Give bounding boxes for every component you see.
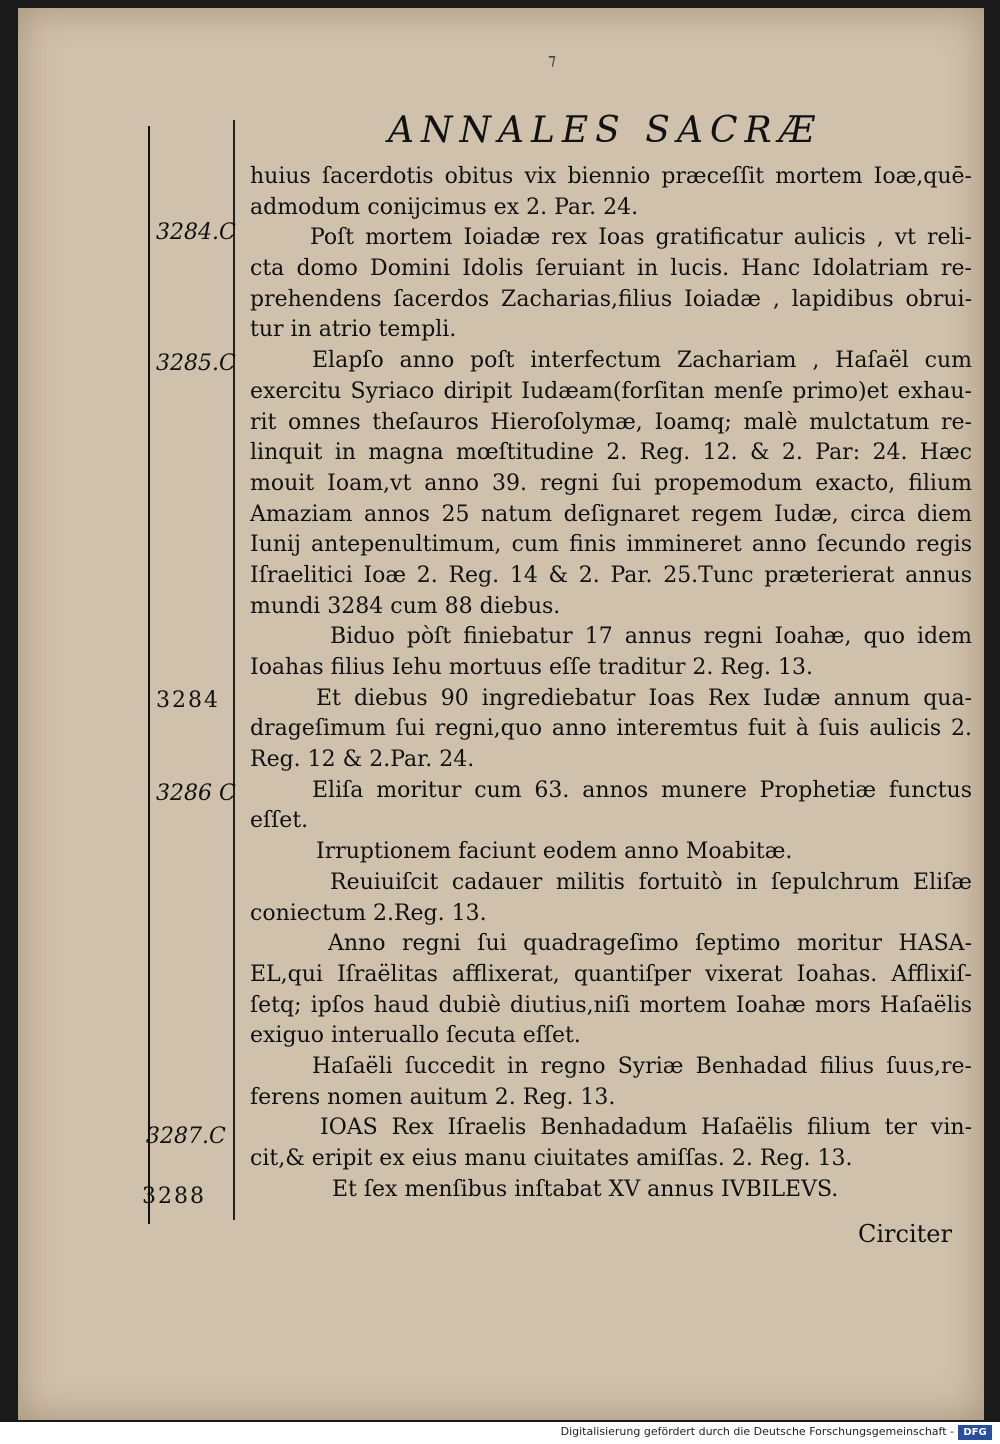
text-line: drageſimum ſui regni,quo anno interemtus fuit à ſuis aulicis 2. bbox=[250, 716, 972, 742]
text-line: IOAS Rex Iſraelis Benhadadum Haſaëlis filium ter vin- bbox=[320, 1115, 972, 1141]
margin-year-3284: 3284 bbox=[156, 688, 220, 713]
text-line: rit omnes theſauros Hieroſolymæ, Ioamq; malè mulctatum re- bbox=[250, 409, 972, 435]
text-line: Amaziam annos 25 natum deſignaret regem Iudæ, circa diem bbox=[250, 501, 972, 527]
text-line: Elapſo anno poſt interfectum Zachariam , Haſaël cum bbox=[312, 348, 972, 374]
text-line: tur in atrio templi. bbox=[250, 317, 457, 343]
margin-year-3287c: 3287.C bbox=[146, 1124, 226, 1149]
text-line: Poſt mortem Ioiadæ rex Ioas gratificatur aulicis , vt reli- bbox=[310, 225, 972, 251]
page-mark: ⁊ bbox=[548, 50, 556, 69]
text-line: cit,& eripit ex eius manu ciuitates amiſſas. 2. Reg. 13. bbox=[250, 1146, 853, 1171]
text-line: Irruptionem faciunt eodem anno Moabitæ. bbox=[316, 839, 793, 865]
text-line: Reuiuiſcit cadauer militis fortuitò in ſepulchrum Eliſæ bbox=[330, 869, 972, 895]
text-line: exercitu Syriaco diripit Iudæam(forſitan menſe primo)et exhau- bbox=[250, 378, 972, 404]
text-line: mouit Ioam,vt anno 39. regni ſui propemodum exacto, filium bbox=[250, 470, 972, 496]
margin-year-3286c: 3286 C bbox=[156, 781, 236, 806]
footer-bar bbox=[0, 1422, 1000, 1444]
dfg-logo-icon: DFG bbox=[958, 1425, 992, 1440]
text-line: eſſet. bbox=[250, 808, 309, 834]
text-line: Iſraelitici Ioæ 2. Reg. 14 & 2. Par. 25.Tunc præterierat annus bbox=[250, 562, 972, 588]
margin-year-3288: 3288 bbox=[142, 1184, 206, 1209]
text-line: EL,qui Iſraëlitas afflixerat, quantiſper vixerat Ioahas. Afflixiſ- bbox=[250, 961, 972, 987]
text-line: coniectum 2.Reg. 13. bbox=[250, 900, 487, 926]
book-page bbox=[18, 8, 984, 1420]
text-line: Haſaëli ſuccedit in regno Syriæ Benhadad filius ſuus,re- bbox=[312, 1053, 972, 1079]
margin-year-3285c: 3285.C bbox=[156, 351, 236, 376]
text-line: Eliſa moritur cum 63. annos munere Prophetiæ functus bbox=[312, 777, 972, 803]
text-line: huius ſacerdotis obitus vix biennio præceſſit mortem Ioæ,quē- bbox=[250, 164, 972, 189]
text-line: mundi 3284 cum 88 diebus. bbox=[250, 593, 561, 619]
text-line: Ioahas filius Iehu mortuus eſſe traditur 2. Reg. 13. bbox=[250, 655, 813, 680]
text-line: ferens nomen auitum 2. Reg. 13. bbox=[250, 1084, 616, 1110]
text-line: Reg. 12 & 2.Par. 24. bbox=[250, 747, 475, 773]
text-line: cta domo Domini Idolis ſeruiant in lucis. Hanc Idolatriam re- bbox=[250, 256, 972, 282]
text-line: Et diebus 90 ingrediebatur Ioas Rex Iudæ annum qua- bbox=[316, 685, 972, 711]
margin-rule-left bbox=[148, 126, 150, 1224]
text-line: Et ſex menſibus inſtabat XV annus IVBILEVS. bbox=[332, 1176, 839, 1202]
funding-note: Digitalisierung gefördert durch die Deutsche Forschungsgemeinschaft - bbox=[560, 1425, 954, 1438]
text-line: Iunij antepenultimum, cum finis immineret anno ſecundo regis bbox=[250, 532, 972, 558]
text-line: prehendens ſacerdos Zacharias,filius Ioiadæ , lapidibus obrui- bbox=[250, 286, 972, 312]
text-line: linquit in magna mœſtitudine 2. Reg. 12. & 2. Par: 24. Hæc bbox=[250, 440, 972, 466]
text-line: Biduo pòſt finiebatur 17 annus regni Ioahæ, quo idem bbox=[330, 624, 972, 650]
catchword: Circiter bbox=[858, 1220, 952, 1248]
margin-year-3284c: 3284.C bbox=[156, 220, 236, 245]
body-text bbox=[250, 162, 972, 1205]
text-line: admodum conijcimus ex 2. Par. 24. bbox=[250, 194, 639, 220]
text-line: ſetq; ipſos haud dubiè diutius,niſi mortem Ioahæ mors Haſaëlis bbox=[250, 992, 972, 1018]
running-head: ANNALES SACRÆ bbox=[388, 110, 822, 151]
text-line: exiguo interuallo ſecuta eſſet. bbox=[250, 1023, 581, 1049]
text-line: Anno regni ſui quadrageſimo ſeptimo moritur HASA- bbox=[328, 931, 972, 957]
margin-rule-right bbox=[233, 120, 235, 1220]
